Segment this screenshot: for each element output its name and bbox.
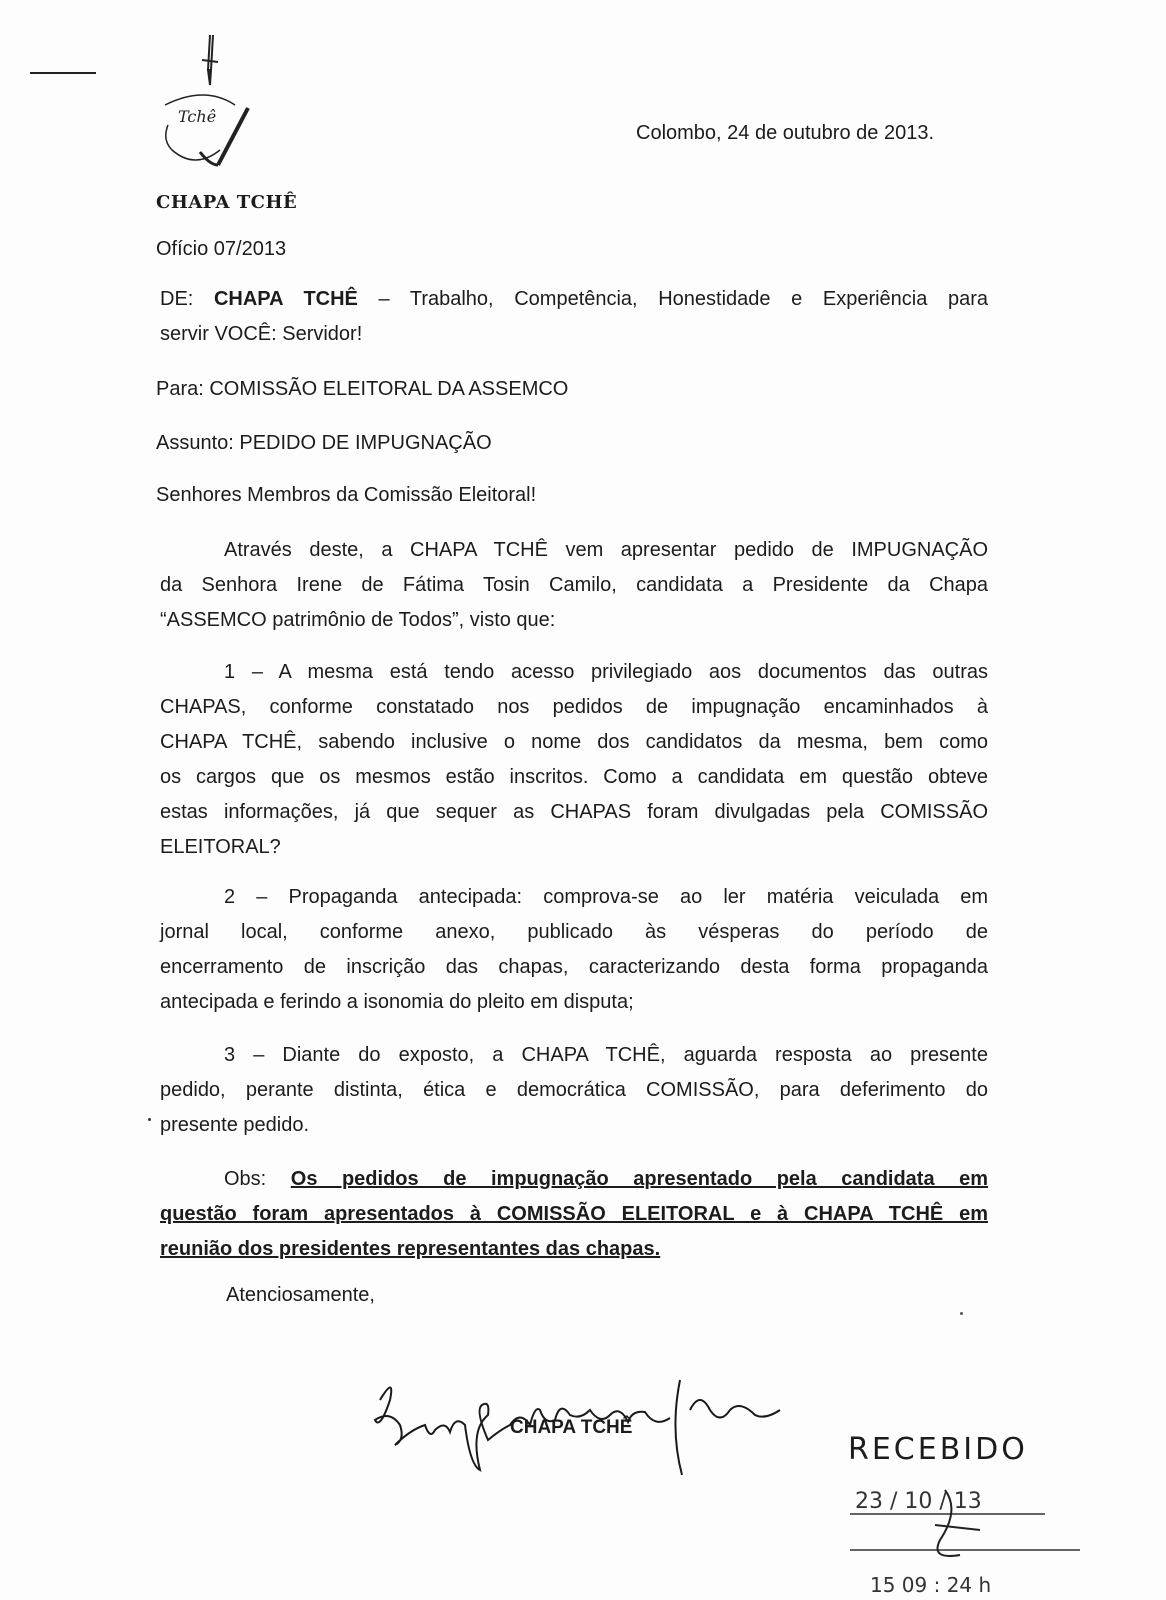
item-2-line-4: antecipada e ferindo a isonomia do pleito em disputa; — [160, 991, 634, 1013]
item-1-line-1: 1 – A mesma está tendo acesso privilegiado aos documentos das outras — [224, 661, 988, 683]
para-line: Para: COMISSÃO ELEITORAL DA ASSEMCO — [156, 378, 569, 400]
item-3-paragraph — [160, 1038, 988, 1143]
intro-paragraph — [160, 533, 988, 638]
signature-name: CHAPA TCHÊ — [510, 1417, 633, 1438]
item-2-line-3: encerramento de inscrição das chapas, caracterizando desta forma propaganda — [160, 956, 988, 978]
item-1-line-5: estas informações, já que sequer as CHAPAS foram divulgadas pela COMISSÃO — [160, 801, 988, 823]
assunto-line: Assunto: PEDIDO DE IMPUGNAÇÃO — [156, 432, 492, 454]
item-1-paragraph — [160, 655, 988, 865]
de-line-1 — [160, 282, 988, 317]
de-name: CHAPA TCHÊ — [213, 288, 358, 310]
received-stamp-marks — [850, 1470, 1110, 1600]
obs-line-3: reunião dos presidentes representantes das chapas. — [160, 1238, 661, 1260]
de-rest-1: – Trabalho, Competência, Honestidade e Experiência para — [357, 288, 988, 310]
item-2-paragraph — [160, 880, 988, 1020]
received-stamp-title: RECEBIDO — [848, 1432, 1028, 1467]
intro-line-3: “ASSEMCO patrimônio de Todos”, visto que: — [160, 609, 556, 631]
scan-speck-2 — [960, 1312, 963, 1315]
de-line-2: servir VOCÊ: Servidor! — [160, 323, 363, 345]
item-3-line-1: 3 – Diante do exposto, a CHAPA TCHÊ, aguarda resposta ao presente — [224, 1044, 988, 1066]
item-3-line-2: pedido, perante distinta, ética e democrática COMISSÃO, para deferimento do — [160, 1079, 988, 1101]
item-2-line-1: 2 – Propaganda antecipada: comprova-se ao ler matéria veiculada em — [224, 886, 988, 908]
de-block — [160, 282, 988, 352]
obs-text-1: Os pedidos de impugnação apresentado pela candidata em — [290, 1168, 988, 1190]
item-3-line-3: presente pedido. — [160, 1114, 310, 1136]
stamp-date: 23 / 10 / 13 — [855, 1489, 982, 1514]
item-1-line-2: CHAPAS, conforme constatado nos pedidos de impugnação encaminhados à — [160, 696, 988, 718]
obs-paragraph — [160, 1162, 988, 1267]
scan-speck — [148, 1118, 151, 1121]
obs-line-1 — [160, 1162, 988, 1197]
oficio-number: Ofício 07/2013 — [156, 238, 287, 260]
greeting-line: Senhores Membros da Comissão Eleitoral! — [156, 484, 537, 506]
chapa-heading: CHAPA TCHÊ — [156, 192, 298, 213]
item-2-line-2: jornal local, conforme anexo, publicado às vésperas do período de — [160, 921, 988, 943]
closing-line: Atenciosamente, — [226, 1284, 375, 1306]
item-1-line-3: CHAPA TCHÊ, sabendo inclusive o nome dos candidatos da mesma, bem como — [160, 731, 988, 753]
obs-line-2: questão foram apresentados à COMISSÃO ELEITORAL e à CHAPA TCHÊ em — [160, 1203, 988, 1225]
logo-script-text: Tchê — [178, 107, 217, 126]
item-1-line-4: os cargos que os mesmos estão inscritos. Como a candidata em questão obteve — [160, 766, 988, 788]
top-dash-mark — [30, 72, 96, 74]
obs-label: Obs: — [224, 1168, 267, 1190]
intro-line-2: da Senhora Irene de Fátima Tosin Camilo, candidata a Presidente da Chapa — [160, 574, 988, 596]
stamp-time: 15 09 : 24 h — [870, 1573, 992, 1597]
de-label: DE: — [160, 288, 194, 310]
letter-date: Colombo, 24 de outubro de 2013. — [636, 122, 934, 144]
item-1-line-6: ELEITORAL? — [160, 836, 281, 858]
chapa-tche-logo — [150, 30, 260, 180]
intro-line-1: Através deste, a CHAPA TCHÊ vem apresentar pedido de IMPUGNAÇÃO — [224, 539, 988, 561]
